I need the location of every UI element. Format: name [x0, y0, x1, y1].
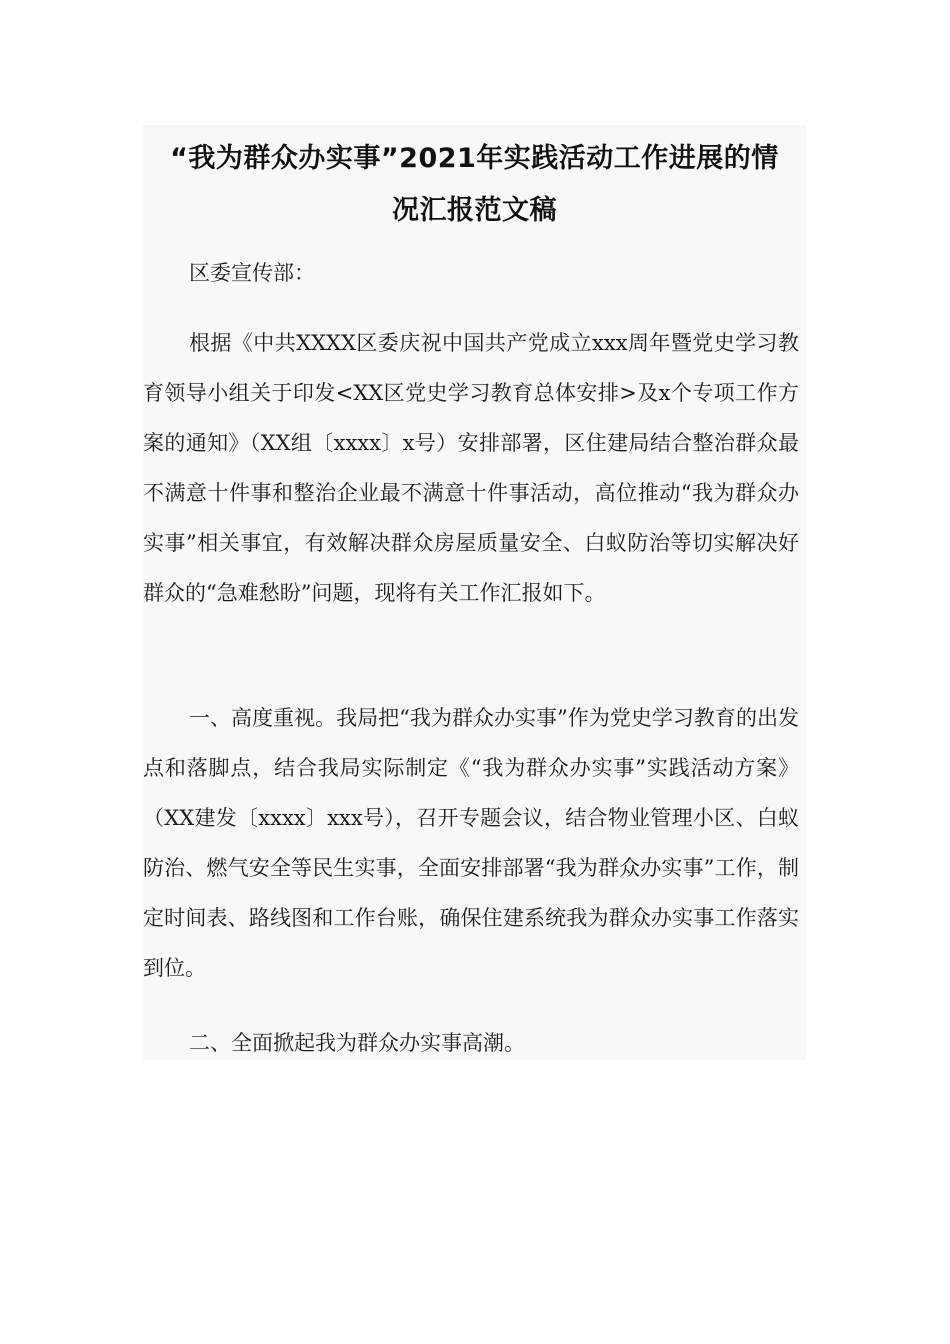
document-title: [143, 133, 806, 237]
salutation: 区委宣传部：: [189, 261, 315, 285]
paragraph-section-1: 一、高度重视。我局把“我为群众办实事”作为党史学习教育的出发点和落脚点，结合我局实际制定《“我为群众办实事”实践活动方案》（XX建发〔xxxx〕xxx号），召开专题会议，结合物业管理小区、白蚁防治、燃气安全等民生实事，全面安排部署“我为群众办实事”工作，制定时间表、路线图和工作台账，确保住建系统我为群众办实事工作落实到位。: [143, 706, 799, 980]
document-page: [143, 125, 806, 1060]
title-line-1: “我为群众办实事”2021年实践活动工作进展的情: [170, 143, 779, 174]
title-line-2: 况汇报范文稿: [392, 195, 557, 226]
paragraph-intro: 根据《中共XXXX区委庆祝中国共产党成立xxx周年暨党史学习教育领导小组关于印发<XX区党史学习教育总体安排>及x个专项工作方案的通知》（XX组〔xxxx〕x号）安排部署，区住建局结合整治群众最不满意十件事和整治企业最不满意十件事活动，高位推动“我为群众办实事”相关事宜，有效解决群众房屋质量安全、白蚁防治等切实解决好群众的“急难愁盼”问题，现将有关工作汇报如下。: [143, 331, 799, 605]
paragraph-section-2-heading: 二、全面掀起我为群众办实事高潮。: [189, 1031, 525, 1055]
